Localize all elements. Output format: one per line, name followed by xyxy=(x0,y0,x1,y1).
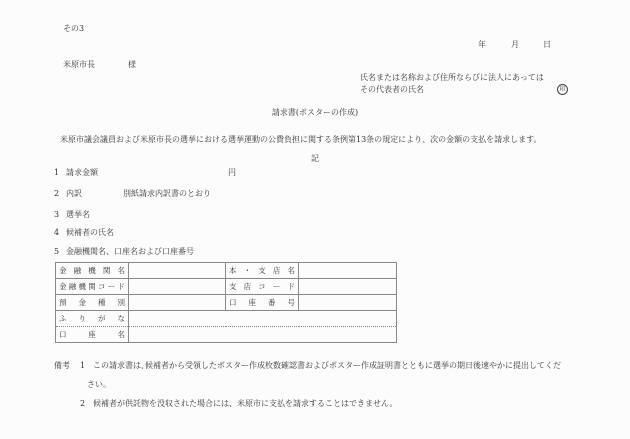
account-name-field[interactable] xyxy=(129,327,397,343)
note-text-continued: さい。 xyxy=(87,380,111,389)
item-label-candidate: 候補者の氏名 xyxy=(66,228,114,237)
item-number: 5 xyxy=(54,247,60,256)
seal-icon: 印 xyxy=(557,84,568,95)
furigana-field[interactable] xyxy=(129,311,397,327)
table-row xyxy=(56,327,397,343)
ki-heading: 記 xyxy=(311,154,319,163)
breakdown-value: 別紙請求内訳書のとおり xyxy=(123,189,211,198)
note-number: 2 xyxy=(80,399,86,408)
item-label-bank: 金融機関名、口座名および口座番号 xyxy=(66,247,194,256)
branch-name-field[interactable] xyxy=(299,263,397,279)
note-number: 1 xyxy=(80,361,86,370)
account-number-label: 口 座 番 号 xyxy=(226,295,299,311)
item-number: 1 xyxy=(54,168,60,177)
form-number: その3 xyxy=(63,24,85,33)
account-name-label: 口 座 名 xyxy=(56,327,129,343)
bank-name-field[interactable] xyxy=(129,263,226,279)
table-row xyxy=(56,263,397,279)
applicant-label-line1: 氏名または名称および住所ならびに法人にあっては xyxy=(360,73,544,82)
item-number: 4 xyxy=(54,228,60,237)
account-number-field[interactable] xyxy=(299,295,397,311)
note-text: この請求書は､候補者から受領したポスター作成枚数確認書およびポスター作成証明書とともに選挙の期日後速やかに提出してくだ xyxy=(93,361,561,370)
table-row xyxy=(56,279,397,295)
item-number: 2 xyxy=(54,189,60,198)
notes-label: 備考 xyxy=(54,361,70,370)
document-title: 請求書(ポスターの作成) xyxy=(271,108,359,117)
deposit-type-label: 預 金 種 別 xyxy=(56,295,129,311)
table-row xyxy=(56,311,397,327)
date-day-label: 日 xyxy=(543,40,551,49)
item-label-election: 選挙名 xyxy=(66,210,90,219)
date-month-label: 月 xyxy=(511,40,519,49)
yen-suffix: 円 xyxy=(228,168,236,177)
branch-code-field[interactable] xyxy=(299,279,397,295)
bank-code-field[interactable] xyxy=(129,279,226,295)
body-text: 米原市議会議員および米原市長の選挙における選挙運動の公費負担に関する条例第13条の規定により、次の金額の支払を請求します。 xyxy=(60,135,542,144)
item-label-breakdown: 内訳 xyxy=(66,189,82,198)
note-text: 候補者が供託物を没収された場合には、米原市に支払を請求することはできません。 xyxy=(93,399,398,408)
item-number: 3 xyxy=(54,210,60,219)
branch-name-label: 本 ・ 支 店 名 xyxy=(226,263,299,279)
honorific: 様 xyxy=(128,60,136,69)
furigana-label: ふ り が な xyxy=(56,311,129,327)
applicant-label-line2: その代表者の氏名 xyxy=(360,85,424,94)
item-label-amount: 請求金額 xyxy=(66,168,98,177)
table-row xyxy=(56,295,397,311)
addressee: 米原市長 xyxy=(63,60,95,69)
bank-info-table xyxy=(55,262,397,343)
bank-code-label: 金 融 機 関 コ ー ド xyxy=(56,279,129,295)
bank-name-label: 金 融 機 関 名 xyxy=(56,263,129,279)
branch-code-label: 支 店 コ ー ド xyxy=(226,279,299,295)
date-year-label: 年 xyxy=(478,40,486,49)
deposit-type-field[interactable] xyxy=(129,295,226,311)
